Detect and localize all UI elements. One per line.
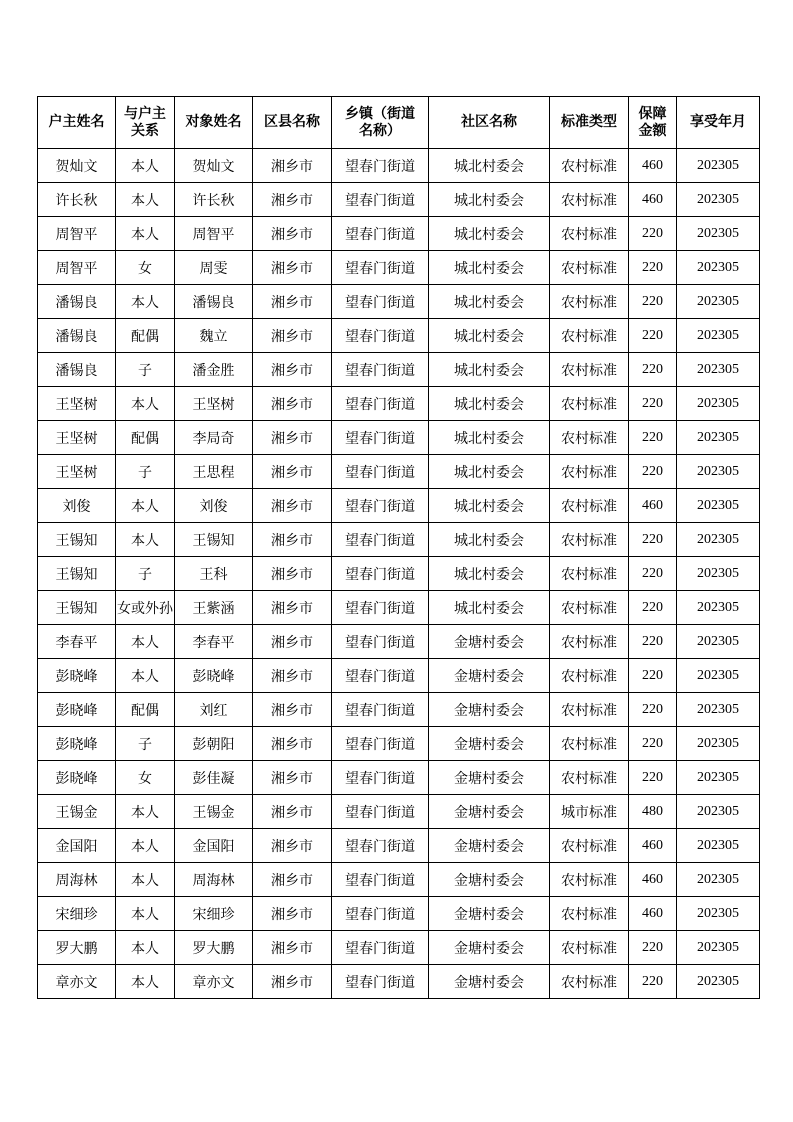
cell-standard: 农村标准 [550, 183, 629, 217]
table-row [38, 829, 760, 863]
cell-standard: 农村标准 [550, 421, 629, 455]
cell-subject: 周雯 [175, 251, 253, 285]
cell-standard: 农村标准 [550, 557, 629, 591]
cell-subject: 刘俊 [175, 489, 253, 523]
cell-subject: 王思程 [175, 455, 253, 489]
cell-subject: 刘红 [175, 693, 253, 727]
table-row [38, 149, 760, 183]
cell-county: 湘乡市 [253, 217, 332, 251]
header-householder: 户主姓名 [38, 97, 116, 149]
cell-relation: 女 [116, 761, 175, 795]
table-row [38, 353, 760, 387]
cell-county: 湘乡市 [253, 149, 332, 183]
cell-householder: 周智平 [38, 217, 116, 251]
table-row [38, 591, 760, 625]
cell-subject: 王锡金 [175, 795, 253, 829]
cell-county: 湘乡市 [253, 285, 332, 319]
cell-town: 望春门街道 [332, 319, 429, 353]
cell-standard: 农村标准 [550, 489, 629, 523]
cell-amount: 220 [629, 557, 677, 591]
cell-county: 湘乡市 [253, 965, 332, 999]
cell-amount: 220 [629, 353, 677, 387]
cell-standard: 农村标准 [550, 217, 629, 251]
table-row [38, 727, 760, 761]
cell-householder: 刘俊 [38, 489, 116, 523]
cell-relation: 子 [116, 455, 175, 489]
cell-county: 湘乡市 [253, 251, 332, 285]
cell-community: 金塘村委会 [429, 625, 550, 659]
cell-town: 望春门街道 [332, 863, 429, 897]
cell-county: 湘乡市 [253, 863, 332, 897]
cell-community: 城北村委会 [429, 591, 550, 625]
cell-amount: 460 [629, 829, 677, 863]
table-row [38, 251, 760, 285]
table-row [38, 625, 760, 659]
cell-town: 望春门街道 [332, 591, 429, 625]
cell-town: 望春门街道 [332, 557, 429, 591]
cell-subject: 王锡知 [175, 523, 253, 557]
cell-standard: 农村标准 [550, 863, 629, 897]
cell-relation: 子 [116, 557, 175, 591]
cell-town: 望春门街道 [332, 387, 429, 421]
cell-town: 望春门街道 [332, 897, 429, 931]
cell-relation: 本人 [116, 965, 175, 999]
cell-relation: 本人 [116, 285, 175, 319]
cell-town: 望春门街道 [332, 761, 429, 795]
cell-standard: 农村标准 [550, 387, 629, 421]
cell-amount: 220 [629, 285, 677, 319]
cell-community: 金塘村委会 [429, 829, 550, 863]
cell-standard: 农村标准 [550, 829, 629, 863]
cell-subject: 章亦文 [175, 965, 253, 999]
cell-county: 湘乡市 [253, 761, 332, 795]
cell-standard: 农村标准 [550, 523, 629, 557]
cell-subject: 潘锡良 [175, 285, 253, 319]
cell-town: 望春门街道 [332, 659, 429, 693]
cell-standard: 农村标准 [550, 693, 629, 727]
cell-amount: 480 [629, 795, 677, 829]
cell-month: 202305 [677, 965, 760, 999]
cell-town: 望春门街道 [332, 965, 429, 999]
cell-subject: 罗大鹏 [175, 931, 253, 965]
cell-town: 望春门街道 [332, 217, 429, 251]
cell-standard: 农村标准 [550, 149, 629, 183]
cell-relation: 本人 [116, 795, 175, 829]
cell-householder: 王锡金 [38, 795, 116, 829]
cell-county: 湘乡市 [253, 455, 332, 489]
cell-householder: 许长秋 [38, 183, 116, 217]
cell-amount: 220 [629, 931, 677, 965]
cell-month: 202305 [677, 251, 760, 285]
cell-subject: 王紫涵 [175, 591, 253, 625]
cell-standard: 城市标准 [550, 795, 629, 829]
cell-county: 湘乡市 [253, 353, 332, 387]
cell-amount: 220 [629, 659, 677, 693]
cell-amount: 220 [629, 387, 677, 421]
table-row [38, 693, 760, 727]
header-amount: 保障金额 [629, 97, 677, 149]
cell-amount: 460 [629, 897, 677, 931]
cell-county: 湘乡市 [253, 557, 332, 591]
header-row [38, 97, 760, 149]
cell-householder: 李春平 [38, 625, 116, 659]
cell-month: 202305 [677, 659, 760, 693]
cell-community: 金塘村委会 [429, 659, 550, 693]
table-row [38, 523, 760, 557]
cell-month: 202305 [677, 557, 760, 591]
cell-subject: 宋细珍 [175, 897, 253, 931]
table-row [38, 285, 760, 319]
cell-relation: 本人 [116, 183, 175, 217]
cell-subject: 许长秋 [175, 183, 253, 217]
cell-community: 城北村委会 [429, 353, 550, 387]
cell-amount: 220 [629, 455, 677, 489]
cell-town: 望春门街道 [332, 625, 429, 659]
table-row [38, 795, 760, 829]
cell-householder: 潘锡良 [38, 319, 116, 353]
cell-relation: 配偶 [116, 319, 175, 353]
cell-community: 城北村委会 [429, 149, 550, 183]
cell-householder: 彭晓峰 [38, 659, 116, 693]
cell-community: 金塘村委会 [429, 965, 550, 999]
cell-town: 望春门街道 [332, 829, 429, 863]
cell-householder: 王坚树 [38, 421, 116, 455]
cell-standard: 农村标准 [550, 285, 629, 319]
cell-month: 202305 [677, 183, 760, 217]
cell-month: 202305 [677, 523, 760, 557]
cell-standard: 农村标准 [550, 761, 629, 795]
cell-community: 金塘村委会 [429, 761, 550, 795]
cell-subject: 魏立 [175, 319, 253, 353]
cell-community: 金塘村委会 [429, 897, 550, 931]
cell-subject: 贺灿文 [175, 149, 253, 183]
cell-standard: 农村标准 [550, 965, 629, 999]
cell-community: 金塘村委会 [429, 727, 550, 761]
cell-community: 金塘村委会 [429, 795, 550, 829]
cell-town: 望春门街道 [332, 149, 429, 183]
header-subject: 对象姓名 [175, 97, 253, 149]
cell-community: 金塘村委会 [429, 693, 550, 727]
cell-householder: 王坚树 [38, 455, 116, 489]
cell-relation: 本人 [116, 931, 175, 965]
cell-subject: 潘金胜 [175, 353, 253, 387]
cell-subject: 李局奇 [175, 421, 253, 455]
table-row [38, 659, 760, 693]
table-row [38, 863, 760, 897]
table-row [38, 183, 760, 217]
cell-relation: 本人 [116, 897, 175, 931]
cell-householder: 罗大鹏 [38, 931, 116, 965]
cell-householder: 周智平 [38, 251, 116, 285]
cell-month: 202305 [677, 319, 760, 353]
cell-householder: 章亦文 [38, 965, 116, 999]
cell-subject: 彭佳凝 [175, 761, 253, 795]
cell-county: 湘乡市 [253, 421, 332, 455]
cell-town: 望春门街道 [332, 455, 429, 489]
cell-month: 202305 [677, 829, 760, 863]
cell-relation: 本人 [116, 863, 175, 897]
cell-householder: 王锡知 [38, 557, 116, 591]
cell-town: 望春门街道 [332, 285, 429, 319]
cell-month: 202305 [677, 727, 760, 761]
cell-householder: 王锡知 [38, 591, 116, 625]
cell-relation: 本人 [116, 523, 175, 557]
cell-relation: 女或外孙 [116, 591, 175, 625]
cell-standard: 农村标准 [550, 931, 629, 965]
cell-community: 城北村委会 [429, 455, 550, 489]
cell-town: 望春门街道 [332, 795, 429, 829]
cell-month: 202305 [677, 421, 760, 455]
cell-standard: 农村标准 [550, 353, 629, 387]
cell-community: 城北村委会 [429, 387, 550, 421]
cell-county: 湘乡市 [253, 829, 332, 863]
cell-county: 湘乡市 [253, 795, 332, 829]
cell-community: 城北村委会 [429, 217, 550, 251]
cell-householder: 潘锡良 [38, 353, 116, 387]
cell-county: 湘乡市 [253, 931, 332, 965]
cell-county: 湘乡市 [253, 625, 332, 659]
cell-subject: 李春平 [175, 625, 253, 659]
cell-householder: 周海林 [38, 863, 116, 897]
cell-householder: 彭晓峰 [38, 727, 116, 761]
cell-amount: 220 [629, 421, 677, 455]
cell-householder: 彭晓峰 [38, 761, 116, 795]
table-row [38, 455, 760, 489]
cell-amount: 220 [629, 727, 677, 761]
cell-householder: 彭晓峰 [38, 693, 116, 727]
cell-amount: 220 [629, 319, 677, 353]
cell-standard: 农村标准 [550, 319, 629, 353]
cell-relation: 本人 [116, 149, 175, 183]
cell-town: 望春门街道 [332, 251, 429, 285]
cell-month: 202305 [677, 897, 760, 931]
header-town: 乡镇（街道名称） [332, 97, 429, 149]
cell-month: 202305 [677, 387, 760, 421]
cell-month: 202305 [677, 353, 760, 387]
table-row [38, 761, 760, 795]
cell-amount: 220 [629, 693, 677, 727]
table-row [38, 965, 760, 999]
cell-town: 望春门街道 [332, 183, 429, 217]
cell-relation: 本人 [116, 659, 175, 693]
cell-householder: 王锡知 [38, 523, 116, 557]
cell-county: 湘乡市 [253, 897, 332, 931]
cell-householder: 宋细珍 [38, 897, 116, 931]
cell-county: 湘乡市 [253, 523, 332, 557]
cell-community: 城北村委会 [429, 523, 550, 557]
cell-standard: 农村标准 [550, 659, 629, 693]
cell-month: 202305 [677, 625, 760, 659]
cell-householder: 潘锡良 [38, 285, 116, 319]
cell-month: 202305 [677, 693, 760, 727]
cell-standard: 农村标准 [550, 727, 629, 761]
header-relation: 与户主关系 [116, 97, 175, 149]
cell-county: 湘乡市 [253, 659, 332, 693]
cell-relation: 女 [116, 251, 175, 285]
cell-amount: 460 [629, 183, 677, 217]
cell-householder: 金国阳 [38, 829, 116, 863]
cell-amount: 220 [629, 251, 677, 285]
cell-town: 望春门街道 [332, 523, 429, 557]
cell-amount: 460 [629, 489, 677, 523]
cell-amount: 220 [629, 523, 677, 557]
cell-standard: 农村标准 [550, 455, 629, 489]
table-row [38, 557, 760, 591]
cell-county: 湘乡市 [253, 489, 332, 523]
cell-standard: 农村标准 [550, 251, 629, 285]
cell-householder: 王坚树 [38, 387, 116, 421]
cell-town: 望春门街道 [332, 693, 429, 727]
table-row [38, 217, 760, 251]
header-standard: 标准类型 [550, 97, 629, 149]
cell-community: 金塘村委会 [429, 931, 550, 965]
cell-subject: 周海林 [175, 863, 253, 897]
cell-month: 202305 [677, 149, 760, 183]
cell-community: 城北村委会 [429, 285, 550, 319]
cell-town: 望春门街道 [332, 421, 429, 455]
cell-month: 202305 [677, 489, 760, 523]
cell-community: 城北村委会 [429, 421, 550, 455]
cell-month: 202305 [677, 795, 760, 829]
cell-relation: 本人 [116, 387, 175, 421]
cell-county: 湘乡市 [253, 693, 332, 727]
table-row [38, 931, 760, 965]
cell-county: 湘乡市 [253, 591, 332, 625]
cell-community: 城北村委会 [429, 489, 550, 523]
table-row [38, 897, 760, 931]
table-row [38, 421, 760, 455]
cell-county: 湘乡市 [253, 183, 332, 217]
cell-relation: 配偶 [116, 421, 175, 455]
cell-month: 202305 [677, 217, 760, 251]
cell-county: 湘乡市 [253, 387, 332, 421]
cell-standard: 农村标准 [550, 591, 629, 625]
cell-subject: 彭晓峰 [175, 659, 253, 693]
cell-amount: 220 [629, 761, 677, 795]
header-community: 社区名称 [429, 97, 550, 149]
cell-community: 城北村委会 [429, 319, 550, 353]
cell-amount: 460 [629, 149, 677, 183]
cell-month: 202305 [677, 285, 760, 319]
cell-amount: 220 [629, 591, 677, 625]
header-county: 区县名称 [253, 97, 332, 149]
assistance-roster-table [37, 96, 760, 999]
cell-standard: 农村标准 [550, 625, 629, 659]
cell-month: 202305 [677, 455, 760, 489]
cell-relation: 子 [116, 727, 175, 761]
cell-subject: 彭朝阳 [175, 727, 253, 761]
cell-county: 湘乡市 [253, 319, 332, 353]
cell-county: 湘乡市 [253, 727, 332, 761]
cell-amount: 460 [629, 863, 677, 897]
cell-relation: 本人 [116, 625, 175, 659]
cell-householder: 贺灿文 [38, 149, 116, 183]
cell-amount: 220 [629, 625, 677, 659]
header-month: 享受年月 [677, 97, 760, 149]
cell-amount: 220 [629, 217, 677, 251]
cell-town: 望春门街道 [332, 489, 429, 523]
cell-town: 望春门街道 [332, 353, 429, 387]
cell-standard: 农村标准 [550, 897, 629, 931]
cell-relation: 本人 [116, 489, 175, 523]
cell-month: 202305 [677, 863, 760, 897]
cell-town: 望春门街道 [332, 727, 429, 761]
cell-community: 金塘村委会 [429, 863, 550, 897]
cell-subject: 金国阳 [175, 829, 253, 863]
cell-subject: 周智平 [175, 217, 253, 251]
table-row [38, 489, 760, 523]
cell-relation: 配偶 [116, 693, 175, 727]
cell-month: 202305 [677, 591, 760, 625]
cell-month: 202305 [677, 761, 760, 795]
cell-community: 城北村委会 [429, 251, 550, 285]
cell-subject: 王坚树 [175, 387, 253, 421]
cell-relation: 本人 [116, 829, 175, 863]
cell-amount: 220 [629, 965, 677, 999]
cell-relation: 子 [116, 353, 175, 387]
cell-month: 202305 [677, 931, 760, 965]
cell-community: 城北村委会 [429, 183, 550, 217]
cell-town: 望春门街道 [332, 931, 429, 965]
table-body [38, 149, 760, 999]
cell-subject: 王科 [175, 557, 253, 591]
cell-relation: 本人 [116, 217, 175, 251]
cell-community: 城北村委会 [429, 557, 550, 591]
table-row [38, 319, 760, 353]
table-row [38, 387, 760, 421]
